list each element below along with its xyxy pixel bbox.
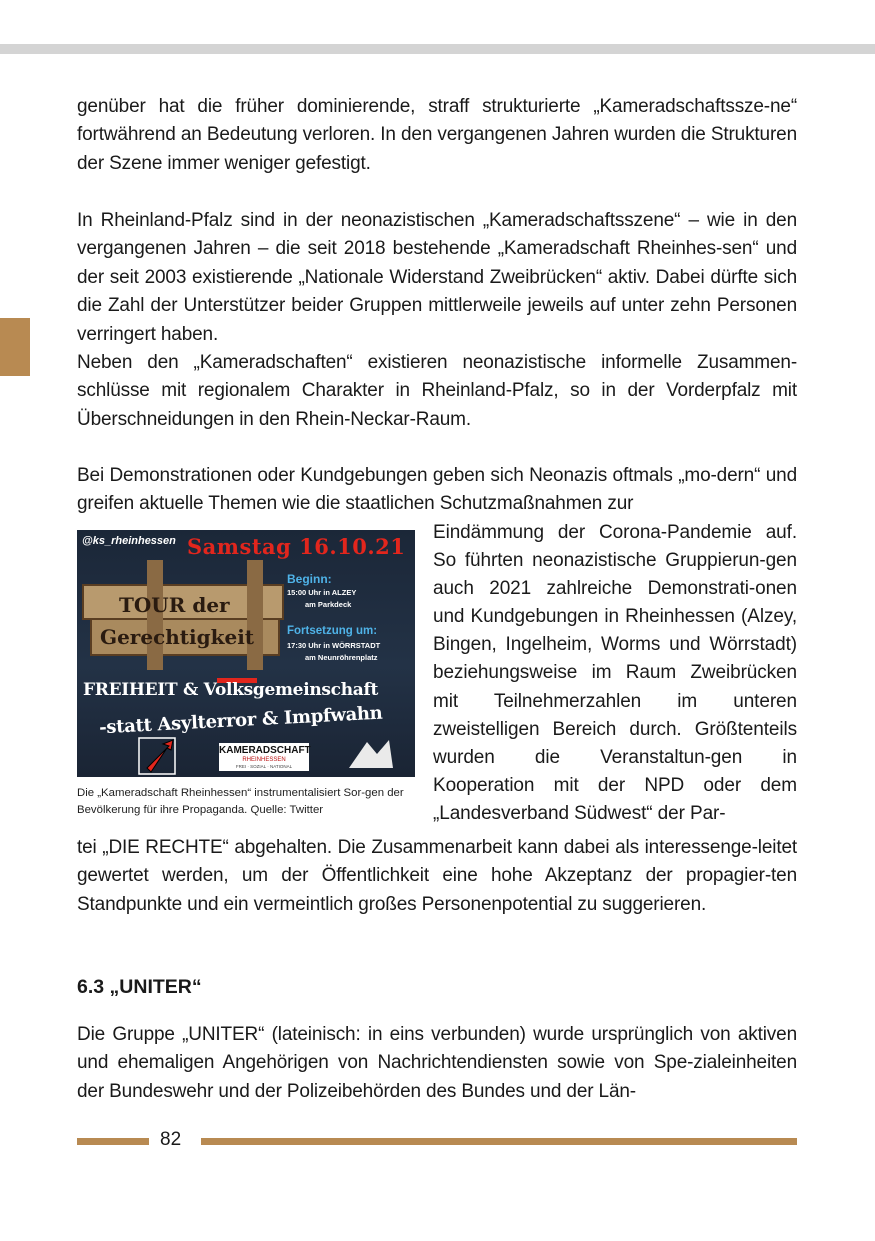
poster-fortsetzung-time: 17:30 Uhr in WÖRRSTADT (287, 641, 381, 650)
poster-fortsetzung-label: Fortsetzung um: (287, 625, 378, 637)
poster-beginn-time: 15:00 Uhr in ALZEY (287, 588, 357, 597)
paragraph-2: In Rheinland-Pfalz sind in der neonazistischen „Kameradschaftsszene“ – wie in den vergangenen Jahren – die seit 2018 bestehende „Kameradschaft Rheinhes-sen“ und der seit 2003 existierende „Nationale Widerstand Zweibrücken“ aktiv. Dabei dürfte sich die Zahl der Unterstützer beider Gruppen mittlerweile jeweils auf unter zehn Personen verringert haben. (77, 210, 797, 345)
poster-tour-line2: Gerechtigkeit (100, 625, 255, 649)
chapter-side-tab (0, 318, 30, 376)
poster-logo-sub: RHEINHESSEN (242, 757, 286, 763)
poster-slogan-1: FREIHEIT & Volksgemeinschaft (83, 680, 379, 700)
paragraph-4-end: tei „DIE RECHTE“ abgehalten. Die Zusammenarbeit kann dabei als interessenge-leitet gewertet werden, um der Öffentlichkeit eine hohe Akzeptanz der propagier-ten Standpunkte und ein vermeintlich großes Personenpotential zu suggerieren. (77, 837, 797, 915)
poster-slogan-2: -statt Asylterror & Impfwahn (98, 702, 383, 739)
poster-logo-tagline: FREI · SOZIAL · NATIONAL (235, 764, 293, 769)
page-number: 82 (160, 1129, 182, 1150)
section-heading: 6.3 „UNITER“ (77, 976, 202, 998)
paragraph-5: Die Gruppe „UNITER“ (lateinisch: in eins verbunden) wurde ursprünglich von aktiven und ehemaligen Angehörigen von Nachrichtendiensten sowie von Spe-zialeinheiten der Bundeswehr und der Polizeibehörden des Bundes und der Län- (77, 1024, 797, 1102)
poster-group-logo (219, 743, 309, 771)
poster-tour-line1: TOUR der (119, 593, 230, 617)
footer-rule-right (201, 1138, 797, 1145)
poster-beginn-label: Beginn: (287, 572, 332, 586)
poster-date: Samstag 16.10.21 (187, 534, 406, 559)
poster-fortsetzung-place: am Neunröhrenplatz (305, 653, 378, 662)
poster-logo-title: KAMERADSCHAFT (219, 745, 311, 756)
footer-rule-left (77, 1138, 149, 1145)
paragraph-1: genüber hat die früher dominierende, straff strukturierte „Kameradschaftssze-ne“ fortwährend an Bedeutung verloren. In den vergangenen Jahren wurden die Strukturen der Szene immer weniger gefestigt. (77, 96, 797, 174)
poster-beginn-place: am Parkdeck (305, 600, 352, 609)
top-rule (0, 44, 875, 54)
propaganda-poster-image (77, 530, 415, 777)
paragraph-4-wrapped: Eindämmung der Corona-Pandemie auf. So führten neonazistische Gruppierun-gen auch 2021 zahlreiche Demonstrati-onen und Kundgebungen in Rheinhessen (Alzey, Bingen, Ingelheim, Worms und Wörrstadt) beziehungsweise im Raum Zweibrücken mit Teilnehmerzahlen im unteren zweistelligen Bereich durch. Größtenteils wurden die Veranstaltun-gen in Kooperation mit der NPD oder dem „Landesverband Südwest“ der Par- (433, 522, 797, 824)
poster-twitter-handle: @ks_rheinhessen (82, 535, 176, 547)
paragraph-3: Neben den „Kameradschaften“ existieren neonazistische informelle Zusammen-schlüsse mit regionalem Charakter in Rheinland-Pfalz, so in der Vorderpfalz mit Überschneidungen in den Rhein-Neckar-Raum. (77, 352, 797, 430)
paragraph-4-start: Bei Demonstrationen oder Kundgebungen geben sich Neonazis oftmals „mo-dern“ und greifen aktuelle Themen wie die staatlichen Schutzmaßnahmen zur (77, 465, 797, 515)
image-caption: Die „Kameradschaft Rheinhessen“ instrumentalisiert Sor-gen der Bevölkerung für ihre Propaganda. Quelle: Twitter (77, 787, 404, 816)
